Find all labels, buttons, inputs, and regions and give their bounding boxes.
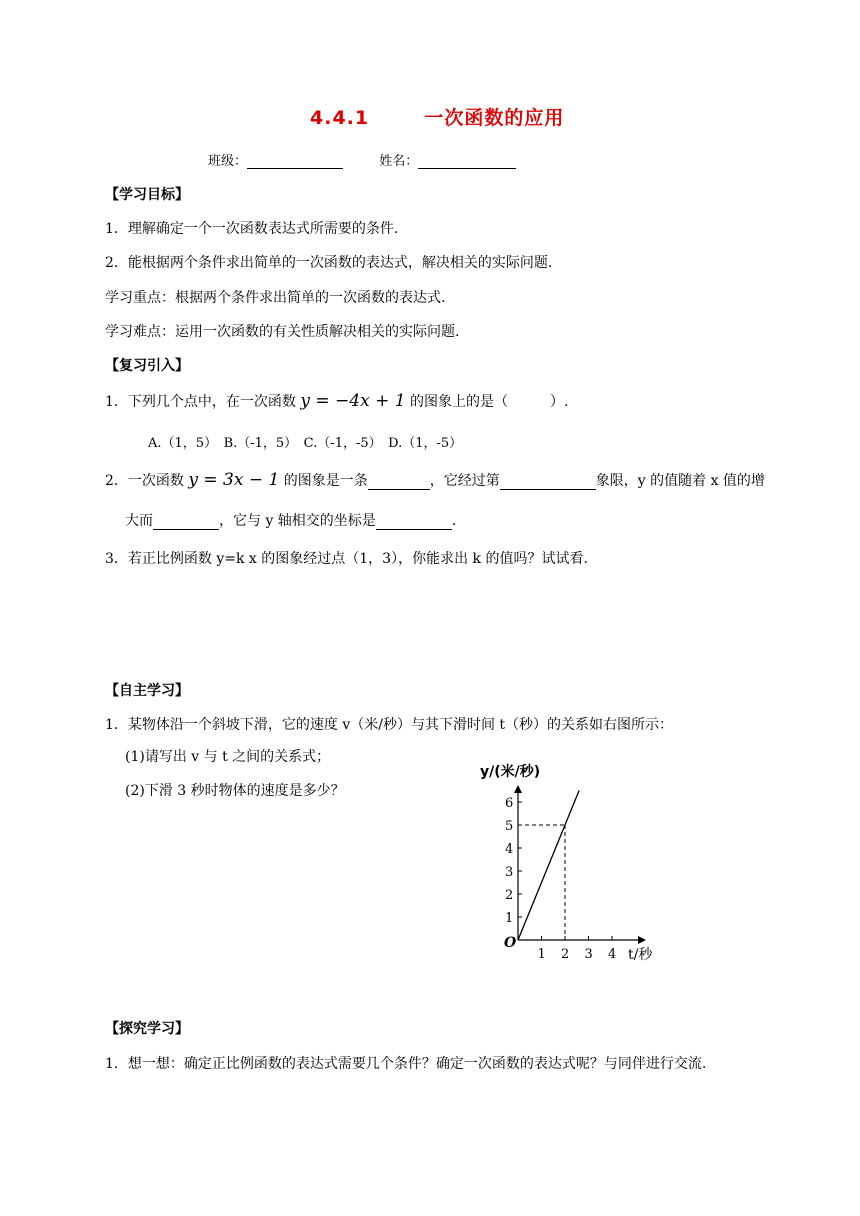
goal-item: 1．理解确定一个一次函数表达式所需要的条件.	[105, 221, 399, 237]
review-q2-line2	[125, 510, 456, 530]
y-tick-label: 5	[505, 819, 514, 834]
page-title: 一次函数的应用	[424, 107, 565, 129]
review-heading: 【复习引入】	[105, 358, 189, 374]
x-tick-label: 4	[608, 947, 617, 962]
review-q2-text: 大而	[125, 513, 153, 529]
review-q1-suffix: 的图象上的是（ ）.	[410, 394, 569, 410]
goal-item: 2．能根据两个条件求出简单的一次函数的表达式，解决相关的实际问题.	[105, 255, 553, 271]
class-label: 班级：	[208, 154, 248, 169]
x-axis-arrow	[638, 936, 646, 944]
review-q1-options: A.（1，5） B.（-1，5） C.（-1，-5） D.（1，-5）	[148, 436, 463, 451]
x-tick-label: 1	[537, 947, 546, 962]
y-axis-arrow	[514, 785, 522, 793]
explore-q1: 1．想一想：确定正比例函数的表达式需要几个条件？确定一次函数的表达式呢？与同伴进行交流.	[105, 1056, 707, 1072]
y-tick-label: 6	[505, 796, 514, 811]
self-study-q1: 1．某物体沿一个斜坡下滑，它的速度 v（米/秒）与其下滑时间 t（秒）的关系如右图所示：	[105, 717, 674, 733]
y-tick-label: 4	[505, 842, 514, 857]
origin-label: O	[504, 935, 517, 951]
review-q2-text: 2．一次函数	[105, 473, 184, 489]
x-axis-label: t/秒	[628, 947, 653, 963]
review-q2-formula: y = 3x − 1	[188, 470, 280, 490]
review-q2-text: .	[451, 513, 457, 529]
review-q1-formula: y = −4x + 1	[300, 391, 406, 411]
review-q2-text: ，它经过第	[429, 473, 500, 489]
answer-blank[interactable]	[376, 515, 452, 530]
velocity-time-chart	[470, 755, 670, 985]
class-blank[interactable]	[247, 154, 343, 169]
y-axis-label: y/(米/秒)	[480, 764, 541, 780]
review-q2-text: 象限，y 的值随着 x 值的增	[595, 473, 765, 489]
goal-difficulty: 学习难点：运用一次函数的有关性质解决相关的实际问题.	[105, 324, 460, 340]
name-label: 姓名：	[379, 154, 419, 169]
x-tick-label: 3	[584, 947, 593, 962]
answer-blank[interactable]	[368, 475, 430, 490]
review-q1	[105, 391, 568, 411]
review-q1-text: 1．下列几个点中，在一次函数	[105, 394, 296, 410]
answer-blank[interactable]	[500, 475, 596, 490]
review-q2-text: ，它与 y 轴相交的坐标是	[219, 513, 376, 529]
y-tick-label: 1	[505, 911, 514, 926]
goals-heading: 【学习目标】	[105, 187, 189, 203]
y-tick-label: 3	[505, 865, 514, 880]
answer-blank[interactable]	[153, 515, 219, 530]
title-number: 4.4.1	[310, 107, 370, 129]
velocity-line	[518, 791, 579, 941]
review-q2	[105, 470, 765, 490]
self-study-sub2: (2)下滑 3 秒时物体的速度是多少？	[125, 783, 345, 799]
self-study-sub1: (1)请写出 v 与 t 之间的关系式；	[125, 749, 331, 765]
goal-key-point: 学习重点：根据两个条件求出简单的一次函数的表达式.	[105, 290, 446, 306]
x-tick-label: 2	[561, 947, 570, 962]
review-q2-text: 的图象是一条	[283, 473, 368, 489]
explore-heading: 【探究学习】	[105, 1021, 189, 1037]
self-study-heading: 【自主学习】	[105, 683, 189, 699]
class-name-row	[208, 150, 516, 169]
name-blank[interactable]	[418, 154, 516, 169]
y-tick-label: 2	[505, 888, 514, 903]
review-q3: 3．若正比例函数 y=k x 的图象经过点（1，3），你能求出 k 的值吗？试试看.	[105, 551, 588, 567]
